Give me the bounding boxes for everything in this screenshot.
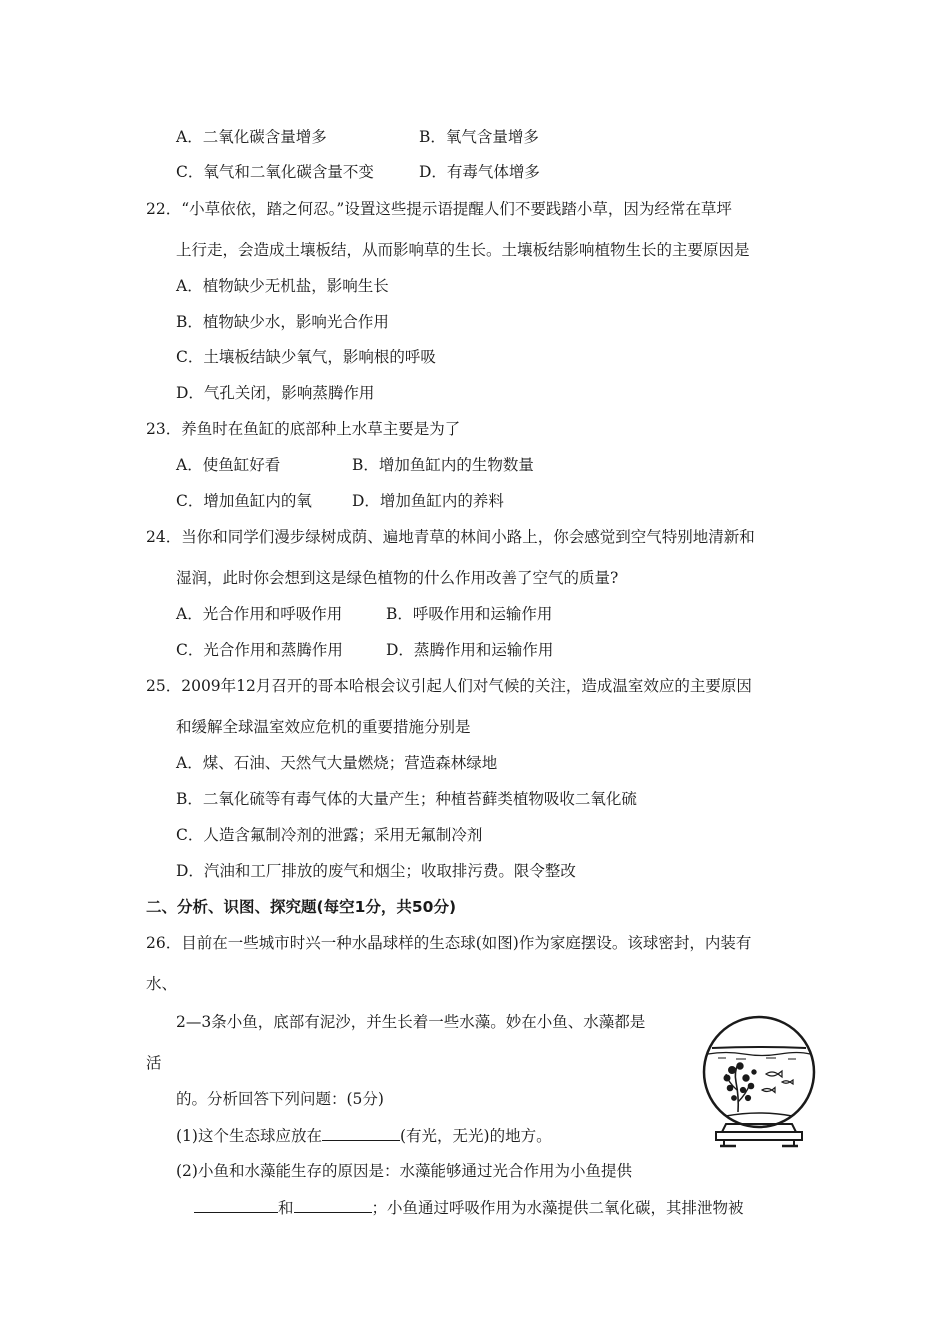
question-stem-continued: 水、 [146, 975, 178, 993]
sub-question-text: (1)这个生态球应放在 [176, 1127, 322, 1145]
question-stem: 23．养鱼时在鱼缸的底部种上水草主要是为了 [146, 420, 461, 438]
sub-question-2: (2)小鱼和水藻能生存的原因是：水藻能够通过光合作用为小鱼提供 [176, 1162, 632, 1180]
sub-question-2-continued [194, 1197, 744, 1218]
option-c: C．增加鱼缸内的氧 [176, 492, 312, 510]
question-stem: 25．2009年12月召开的哥本哈根会议引起人们对气候的关注，造成温室效应的主要原因 [146, 677, 752, 695]
option-d: D．有毒气体增多 [419, 163, 540, 181]
option-a: A．植物缺少无机盐，影响生长 [176, 277, 389, 295]
option-a: A．煤、石油、天然气大量燃烧；营造森林绿地 [176, 754, 498, 772]
option-a: A．光合作用和呼吸作用 [176, 605, 343, 623]
answer-blank[interactable] [322, 1125, 400, 1141]
option-b: B．二氧化硫等有毒气体的大量产生；种植苔藓类植物吸收二氧化硫 [176, 790, 637, 808]
question-stem-continued: 2—3条小鱼，底部有泥沙，并生长着一些水藻。妙在小鱼、水藻都是 [176, 1013, 646, 1031]
option-d: D．蒸腾作用和运输作用 [386, 641, 554, 659]
option-a: A．二氧化碳含量增多 [176, 128, 327, 146]
option-b: B．呼吸作用和运输作用 [386, 605, 553, 623]
option-c: C．土壤板结缺少氧气，影响根的呼吸 [176, 348, 436, 366]
option-c: C．氧气和二氧化碳含量不变 [176, 163, 374, 181]
ecosphere-illustration [696, 1012, 822, 1150]
conjunction-text: 和 [278, 1199, 294, 1217]
section-heading: 二、分析、识图、探究题(每空1分，共50分) [146, 898, 457, 916]
option-c: C．光合作用和蒸腾作用 [176, 641, 343, 659]
question-stem: 24．当你和同学们漫步绿树成荫、遍地青草的林间小路上，你会感觉到空气特别地清新和 [146, 528, 755, 546]
question-stem-continued: 活 [146, 1054, 162, 1072]
option-d: D．气孔关闭，影响蒸腾作用 [176, 384, 375, 402]
question-stem: 22．“小草依依，踏之何忍。”设置这些提示语提醒人们不要践踏小草，因为经常在草坪 [146, 200, 732, 218]
option-a: A．使鱼缸好看 [176, 456, 281, 474]
answer-blank[interactable] [294, 1197, 372, 1213]
option-d: D．汽油和工厂排放的废气和烟尘；收取排污费。限令整改 [176, 862, 576, 880]
option-b: B．增加鱼缸内的生物数量 [352, 456, 534, 474]
option-d: D．增加鱼缸内的养料 [352, 492, 504, 510]
question-stem-continued: 湿润，此时你会想到这是绿色植物的什么作用改善了空气的质量? [176, 569, 619, 587]
question-stem-continued: 和缓解全球温室效应危机的重要措施分别是 [176, 718, 471, 736]
option-c: C．人造含氟制冷剂的泄露；采用无氟制冷剂 [176, 826, 483, 844]
sub-question-text: (有光，无光)的地方。 [399, 1127, 552, 1145]
answer-blank[interactable] [194, 1197, 278, 1213]
sub-question-1 [176, 1125, 552, 1146]
option-b: B．植物缺少水，影响光合作用 [176, 313, 389, 331]
question-stem-continued: 上行走，会造成土壤板结，从而影响草的生长。土壤板结影响植物生长的主要原因是 [176, 241, 750, 259]
question-stem-continued: 的。分析回答下列问题：(5分) [176, 1090, 384, 1108]
option-b: B．氧气含量增多 [419, 128, 539, 146]
sub-question-text: ；小鱼通过呼吸作用为水藻提供二氧化碳，其排泄物被 [371, 1199, 744, 1217]
question-stem: 26．目前在一些城市时兴一种水晶球样的生态球(如图)作为家庭摆设。该球密封，内装有 [146, 934, 752, 952]
